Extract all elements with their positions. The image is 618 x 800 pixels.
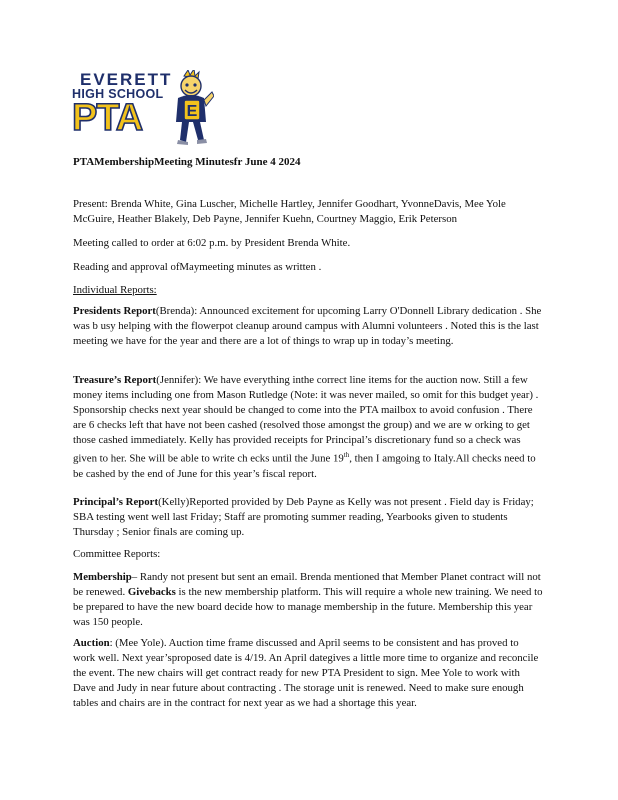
individual-reports-heading: Individual Reports: [73,284,157,296]
presidents-report-label: Presidents Report [73,305,156,317]
logo-line-1: EVERETT [80,70,173,89]
logo-line-2: HIGH SCHOOL [72,87,164,101]
auction-text: : (Mee Yole). Auction time frame discussed and April seems to be consistent and has proved to work well. Next year’sproposed date is 4/19. An April dategives a little more time to organize and reconcile the event. The new chairs will get contract ready for new PTA President to sign. Mee Yole to work with Dave and Judy in near future about contracting . The storage unit is renewed. Need to make sure enough tables and chairs are in the contract for next year as we had a shortage this year. [73,637,539,709]
membership-paragraph [73,570,543,630]
principals-report-paragraph [73,495,543,540]
treasurers-report-label: Treasure’s Report [73,374,157,386]
auction-label: Auction [73,637,110,649]
call-to-order-paragraph: Meeting called to order at 6:02 p.m. by President Brenda White. [73,237,351,249]
treasurers-report-paragraph [73,373,543,482]
committee-reports-heading: Committee Reports: [73,548,161,560]
membership-text-2: is the new membership platform. This will require a whole new training. We need to be prepared to have the new board decide how to manage membership in the future. Membership this year was 150 people. [73,586,543,628]
logo-line-3: PTA [72,97,143,139]
attendees-paragraph: Present: Brenda White, Gina Luscher, Michelle Hartley, Jennifer Goodhart, YvonneDavis, Mee Yole McGuire, Heather Blakely, Deb Payne, Jennifer Kuehn, Courtney Maggio, Erik Peterson [73,198,506,225]
principals-report-text: (Kelly)Reported provided by Deb Payne as Kelly was not present . Field day is Friday; SBA testing went well last Friday; Staff are promoting summer reading, Yearbooks given to students Thursday ; Senior finals are coming up. [73,496,534,538]
treasurers-report-text: (Jennifer): We have everything inthe correct line items for the auction now. Still a few money items including one from Mason Rutledge (Note: it was never mailed, so omit for this budget year) . Sponsorship checks next year should be changed to come into the PTA mailbox to avoid confusion . There are 6 checks left that have not been cashed (resolved those amongst the group) and we are w orking to get those cashed immediately. Kelly has provided receipts for Principal’s discretionary fund so a check was given to her. She will be able to write ch ecks until the June 19 [73,374,539,465]
givebacks-label: Givebacks [127,586,176,598]
treasurers-report-text-2: , then I amgoing to Italy.All checks need to be cashed by the end of June for this year’s fiscal report. [73,452,536,480]
presidents-report-text: (Brenda): Announced excitement for upcoming Larry O'Donnell Library dedication . She was b usy helping with the flowerpot cleanup around campus with Alumni volunteers . Noted this is the last meeting we have for the year and there are a lot of things to wrap up in today’s meeting. [73,305,542,347]
presidents-report-paragraph [73,304,543,349]
mascot-icon [168,70,214,146]
pta-logo [72,70,214,148]
treasurers-report-superscript: th [343,451,350,459]
document-title: PTAMembershipMeeting Minutesfr June 4 2024 [73,156,301,168]
logo-badge-letter: E [186,103,198,120]
membership-text: – Randy not present but sent an email. Brenda mentioned that Member Planet contract will not be renewed. [73,571,541,598]
principals-report-label: Principal’s Report [73,496,159,508]
auction-paragraph [73,636,543,711]
membership-label: Membership [73,571,132,583]
minutes-approval-paragraph: Reading and approval ofMaymeeting minutes as written . [73,261,322,273]
